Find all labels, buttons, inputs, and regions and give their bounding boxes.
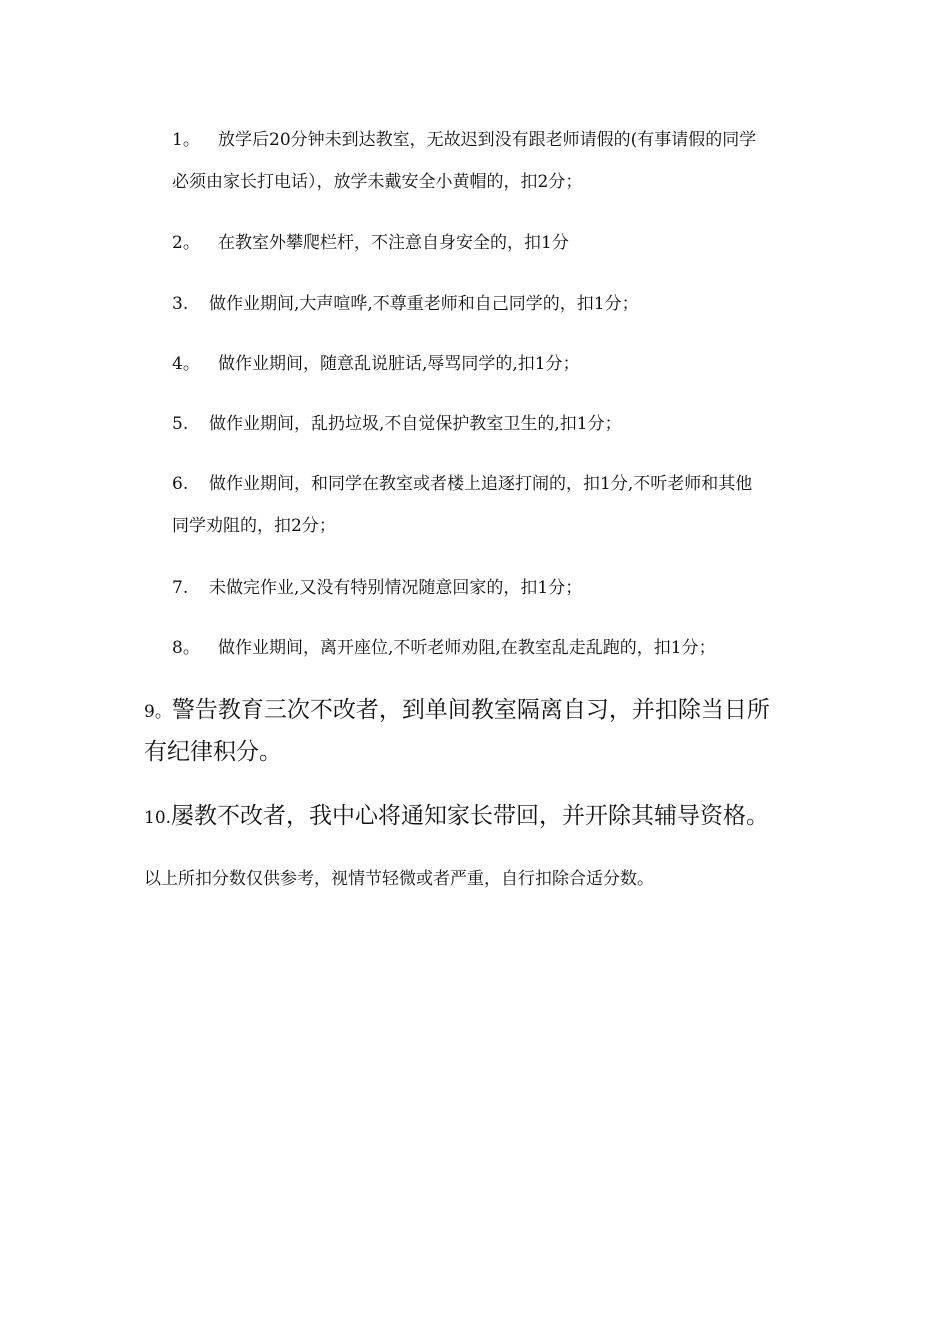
rule-number: 1。 <box>172 130 200 150</box>
rule-item-9 <box>144 690 814 772</box>
rule-text: 做作业期间，随意乱说脏话,辱骂同学的,扣1分； <box>218 354 580 374</box>
rule-item-8 <box>172 627 812 669</box>
rule-item-1 <box>172 119 812 203</box>
rule-text: 做作业期间，和同学在教室或者楼上追逐打闹的，扣1分,不听老师和其他 <box>209 474 753 494</box>
rule-text: 做作业期间，乱扔垃圾,不自觉保护教室卫生的,扣1分； <box>209 414 622 434</box>
rule-number: 9。 <box>144 702 172 722</box>
rule-text: 做作业期间，离开座位,不听老师劝阻,在教室乱走乱跑的，扣1分； <box>218 638 716 658</box>
rule-item-5 <box>172 403 812 445</box>
rule-text: 未做完作业,又没有特别情况随意回家的，扣1分； <box>209 578 583 598</box>
rule-item-2 <box>172 222 812 264</box>
rule-number: 3. <box>172 294 189 314</box>
rule-item-7 <box>172 567 812 609</box>
rule-text: 放学后20分钟未到达教室，无故迟到没有跟老师请假的(有事请假的同学 <box>218 130 757 150</box>
rule-text-continued: 有纪律积分。 <box>144 739 282 765</box>
rule-text: 屡教不改者，我中心将通知家长带回，并开除其辅导资格。 <box>171 803 770 829</box>
rule-text-continued: 必须由家长打电话），放学未戴安全小黄帽的，扣2分； <box>172 172 583 192</box>
rule-number: 6. <box>172 474 189 494</box>
rule-number: 2。 <box>172 233 200 253</box>
rule-item-10 <box>144 796 814 838</box>
rule-text-continued: 同学劝阻的，扣2分； <box>172 516 336 536</box>
rule-item-4 <box>172 343 812 385</box>
rule-text: 警告教育三次不改者，到单间教室隔离自习，并扣除当日所 <box>171 697 770 723</box>
rule-number: 4。 <box>172 354 200 374</box>
rule-number: 5. <box>172 414 189 434</box>
footnote-text: 以上所扣分数仅供参考，视情节轻微或者严重，自行扣除合适分数。 <box>144 869 654 889</box>
rule-text: 做作业期间,大声喧哗,不尊重老师和自己同学的，扣1分； <box>209 294 639 314</box>
rule-number: 8。 <box>172 638 200 658</box>
rule-item-6 <box>172 463 812 547</box>
rule-number: 10. <box>144 808 172 828</box>
rule-item-3 <box>172 283 812 325</box>
rule-text: 在教室外攀爬栏杆，不注意自身安全的，扣1分 <box>218 233 569 253</box>
rule-number: 7. <box>172 578 189 598</box>
